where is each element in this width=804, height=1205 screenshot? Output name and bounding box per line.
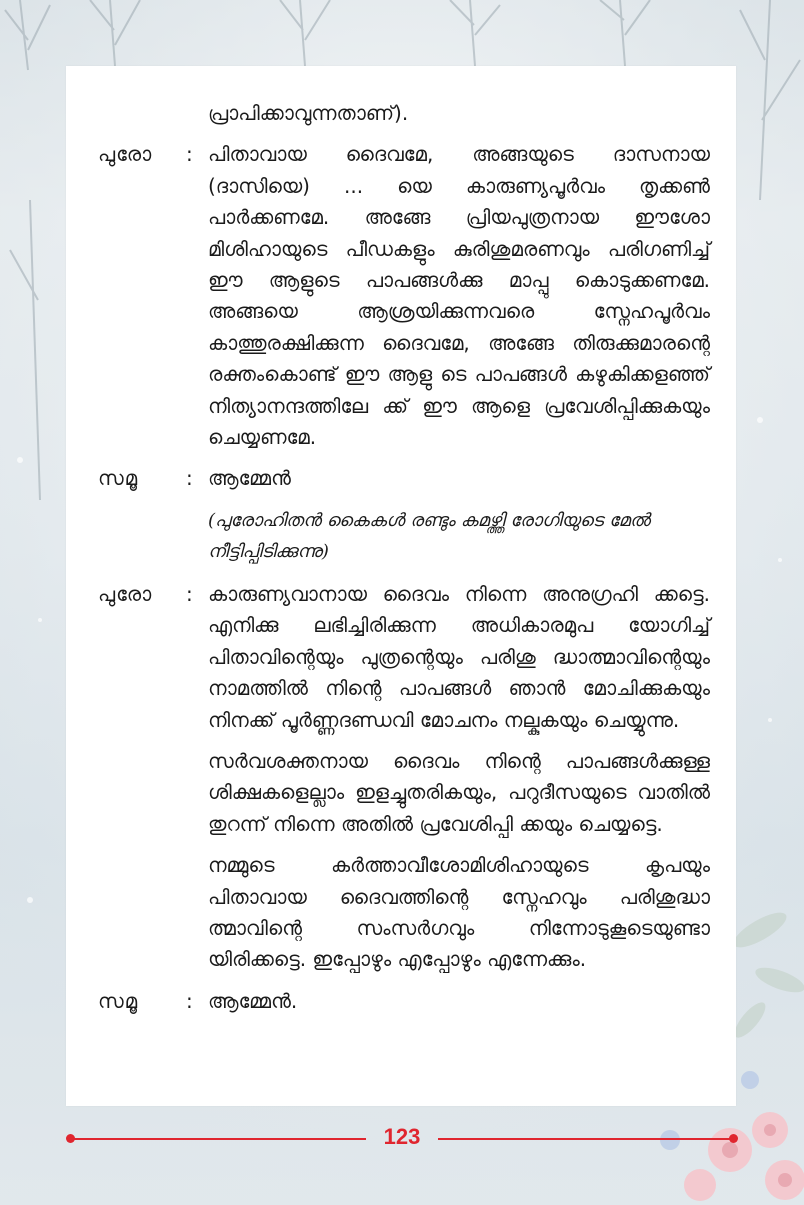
footer-rule-left xyxy=(70,1138,366,1140)
speaker-label: പുരോ xyxy=(98,581,153,606)
dialogue-text: കാരുണ്യവാനായ ദൈവം നിന്നെ അനുഗ്രഹി ക്കട്ടെ. എനിക്കു ലഭിച്ചിരിക്കുന്ന അധികാരമുപ യോഗിച്ച് പിതാവിന്റെയും പുത്രന്റെയും പരിശു ദ്ധാത്മാവിന്റെയും നാമത്തിൽ നിന്റെ പാപങ്ങൾ ഞാൻ മോചിക്കുകയും നിനക്ക് പൂർണ്ണദണ്ഡവി മോചനം നല്കുകയും ചെയ്യുന്നു. xyxy=(208,581,710,732)
colon: : xyxy=(186,142,193,167)
colon: : xyxy=(186,988,193,1013)
rubric-instruction: (പുരോഹിതൻ കൈകൾ രണ്ടും കമഴ്ത്തി രോഗിയുടെ മേൽ നീട്ടിപ്പിടിക്കുന്നു) xyxy=(208,509,650,562)
footer-rule-right xyxy=(438,1138,734,1140)
page-sheet xyxy=(66,66,736,1106)
absolution-paragraph-2: സർവശക്തനായ ദൈവം നിന്റെ പാപങ്ങൾക്കുള്ള ശിക്ഷകളെല്ലാം ഇളച്ചുതരികയും, പറുദീസയുടെ വാതിൽ തുറന്ന് നിന്നെ അതിൽ പ്രവേശിപ്പി ക്കയും ചെയ്യട്ടെ. xyxy=(208,748,710,836)
dialogue-text: പിതാവായ ദൈവമേ, അങ്ങയുടെ ദാസനായ (ദാസിയെ) ... യെ കാരുണ്യപൂർവം തൃക്കൺ പാർക്കണമേ. അങ്ങേ പ്രിയപുത്രനായ ഈശോ മിശിഹായുടെ പീഡകളും കുരിശുമരണവും പരിഗണിച്ച് ഈ ആളുടെ പാപങ്ങൾക്കു മാപ്പു കൊടുക്കണമേ. അങ്ങയെ ആശ്രയിക്കുന്നവരെ സ്നേഹപൂർവം കാത്തുരക്ഷിക്കുന്ന ദൈവമേ, അങ്ങേ തിരുക്കുമാരന്റെ രക്തംകൊണ്ട് ഈ ആളു ടെ പാപങ്ങൾ കഴുകിക്കളഞ്ഞ് നിത്യാനന്ദത്തിലേ ക്ക് ഈ ആളെ പ്രവേശിപ്പിക്കുകയും ചെയ്യണമേ. xyxy=(208,142,710,450)
colon: : xyxy=(186,466,193,491)
absolution-paragraph-3: നമ്മുടെ കർത്താവീശോമിശിഹായുടെ കൃപയും പിതാവായ ദൈവത്തിന്റെ സ്നേഹവും പരിശുദ്ധാ ത്മാവിന്റെ സംസർഗവും നിന്നോടുകൂടെയുണ്ടാ യിരിക്കട്ടെ. ഇപ്പോഴും എപ്പോഴും എന്നേക്കും. xyxy=(208,853,710,972)
dialogue-text: ആമ്മേൻ xyxy=(208,466,291,491)
page-content xyxy=(98,98,710,1027)
page-number: 123 xyxy=(383,1124,421,1149)
footer-dot-right xyxy=(729,1134,738,1143)
continuation-line: പ്രാപിക്കാവുന്നതാണ്). xyxy=(208,101,409,125)
colon: : xyxy=(186,581,193,606)
speaker-label: പുരോ xyxy=(98,142,153,167)
dialogue-block-congregation-2 xyxy=(98,986,710,1017)
page-footer xyxy=(66,1122,738,1158)
dialogue-block-congregation-1 xyxy=(98,463,710,494)
speaker-label: സമൂ xyxy=(98,988,139,1013)
speaker-label: സമൂ xyxy=(98,466,139,491)
dialogue-block-priest-2 xyxy=(98,579,710,736)
dialogue-text: ആമ്മേൻ. xyxy=(208,988,298,1013)
dialogue-block-priest-1 xyxy=(98,139,710,453)
